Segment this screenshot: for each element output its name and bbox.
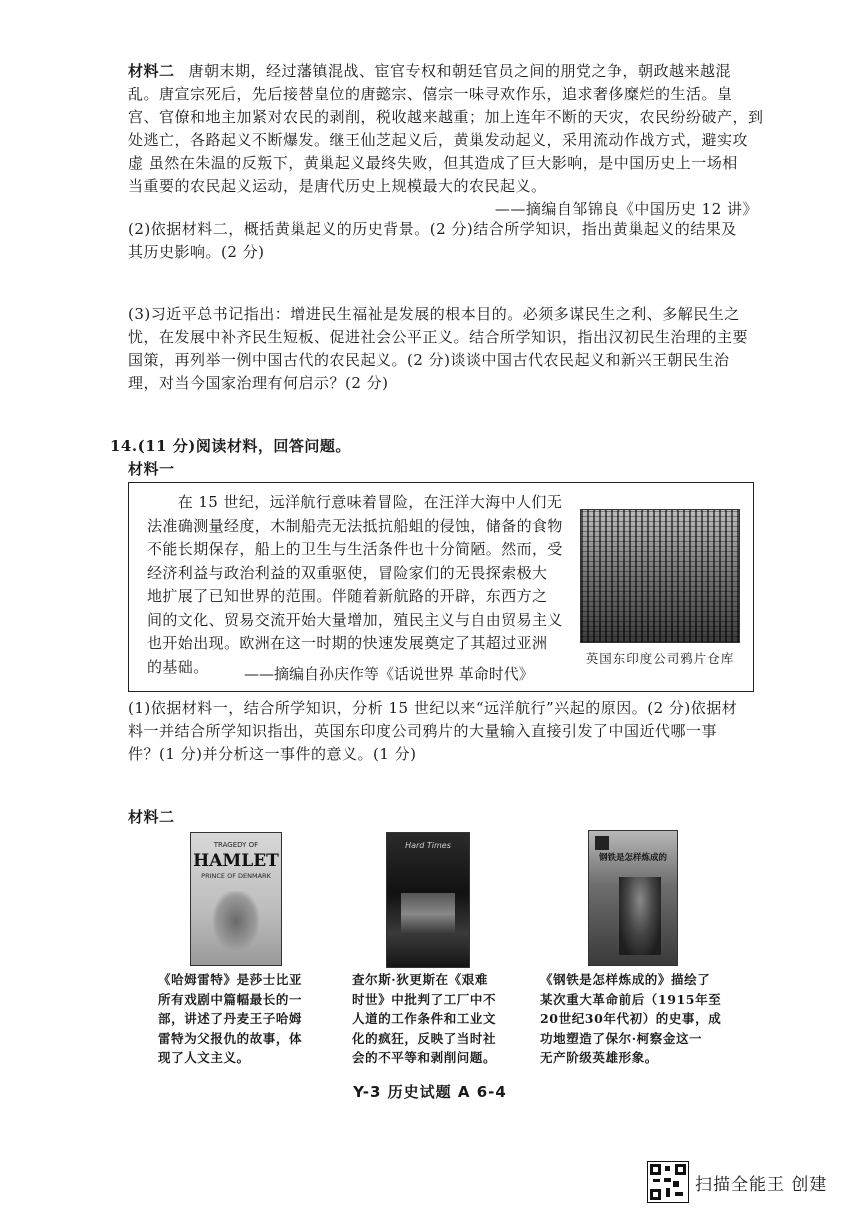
material-2-label: 材料二: [128, 62, 175, 80]
hard-times-caption: 查尔斯·狄更斯在《艰难 时世》中批判了工厂中不 人道的工作条件和工业文 化的疯狂，反映了当时社 会的不平等和剥削问题。: [352, 972, 497, 1065]
material-2-line: 材料二 唐朝末期，经过藩镇混战、宦官专权和朝廷官员之间的朋党之争，朝政越来越混: [128, 62, 732, 80]
material-1-label: 材料一: [128, 460, 175, 478]
hard-times-book-cover: Hard Times: [386, 832, 470, 968]
steel-book-cover: 钢铁是怎样炼成的: [588, 830, 678, 966]
hard-times-illustration: [401, 893, 455, 935]
question-14-1: (1)依据材料一，结合所学知识，分析 15 世纪以来“远洋航行”兴起的原因。(2 分)依据材 料一并结合所学知识指出，英国东印度公司鸦片的大量输入直接引发了中国近代哪一事 件？(1 分)并分析这一事件的意义。(1 分): [128, 699, 738, 763]
material-2-line: 乱。唐宣宗死后，先后接替皇位的唐懿宗、僖宗一味寻欢作乐，追求奢侈糜烂的生活。皇: [128, 85, 733, 103]
question-14-header: 14.(11 分)阅读材料，回答问题。 材料一: [110, 435, 750, 481]
question-2: (2)依据材料二，概括黄巢起义的历史背景。(2 分)结合所学知识，指出黄巢起义的结果及 其历史影响。(2 分): [128, 220, 737, 261]
publisher-logo: [595, 836, 609, 850]
hamlet-caption: 《哈姆雷特》是莎士比亚 所有戏剧中篇幅最长的一 部，讲述了丹麦王子哈姆 雷特为父报仇的故事，体 现了人文主义。: [158, 972, 303, 1065]
page-footer: Y-3 历史试题 A 6-4: [353, 1083, 507, 1101]
steel-caption: 《钢铁是怎样炼成的》描绘了 某次重大革命前后（1915年至 20世纪30年代初）的史事，成 功地塑造了保尔·柯察金这一 无产阶级英雄形象。: [540, 972, 722, 1065]
soldier-figure: [619, 877, 661, 955]
question-3: (3)习近平总书记指出：增进民生福祉是发展的根本目的。必须多谋民生之利、多解民生之 忧，在发展中补齐民生短板、促进社会公平正义。结合所学知识，指出汉初民生治理的主要 国策，再列举一例中国古代的农民起义。(2 分)谈谈中国古代农民起义和新兴王朝民生治 理，对当今国家治理有何启示？(2 分): [128, 305, 749, 392]
material-2-line: 虚 虽然在朱温的反叛下，黄巢起义最终失败，但其造成了巨大影响，是中国历史上一场相: [128, 154, 738, 172]
opium-warehouse-caption: 英国东印度公司鸦片仓库: [585, 651, 735, 666]
qr-code-icon: [647, 1161, 689, 1203]
camscanner-watermark: 扫描全能王 创建: [695, 1175, 828, 1195]
material-1-text: 在 15 世纪，远洋航行意味着冒险，在汪洋大海中人们无 法准确测量经度，木制船壳无法抵抗船蛆的侵蚀，储备的食物 不能长期保存，船上的卫生与生活条件也十分简陋。然而，受 经济利益与政治利益的双重驱使，冒险家们的无畏探索极大 地扩展了已知世界的范围。伴随着新航路的开辟，东西方之 间的文化、贸易交流开始大量增加，殖民主义与自由贸易主义 也开始出现。欧洲在这一时期的快速发展奠定了其超过亚洲 的基础。: [147, 493, 563, 676]
hamlet-book-cover: TRAGEDY OF HAMLET PRINCE OF DENMARK: [190, 832, 282, 966]
material-2-line: 处逃亡，各路起义不断爆发。继王仙芝起义后，黄巢发动起义，采用流动作战方式，避实攻: [128, 131, 749, 149]
material-2-line: 当重要的农民起义运动，是唐代历史上规模最大的农民起义。: [128, 177, 547, 195]
material-1-box: [128, 482, 754, 692]
material-2-tang: [128, 60, 764, 221]
hamlet-figure: [213, 891, 259, 951]
opium-warehouse-image: [580, 509, 740, 643]
material-2-label-lower: 材料二: [128, 808, 175, 826]
material-2-source: ——摘编自邹锦良《中国历史 12 讲》: [494, 200, 758, 218]
material-2-line: 宫、官僚和地主加紧对农民的剥削，税收越来越重；加上连年不断的天灾，农民纷纷破产，到: [128, 108, 764, 126]
material-1-source: ——摘编自孙庆作等《话说世界 革命时代》: [244, 665, 534, 683]
